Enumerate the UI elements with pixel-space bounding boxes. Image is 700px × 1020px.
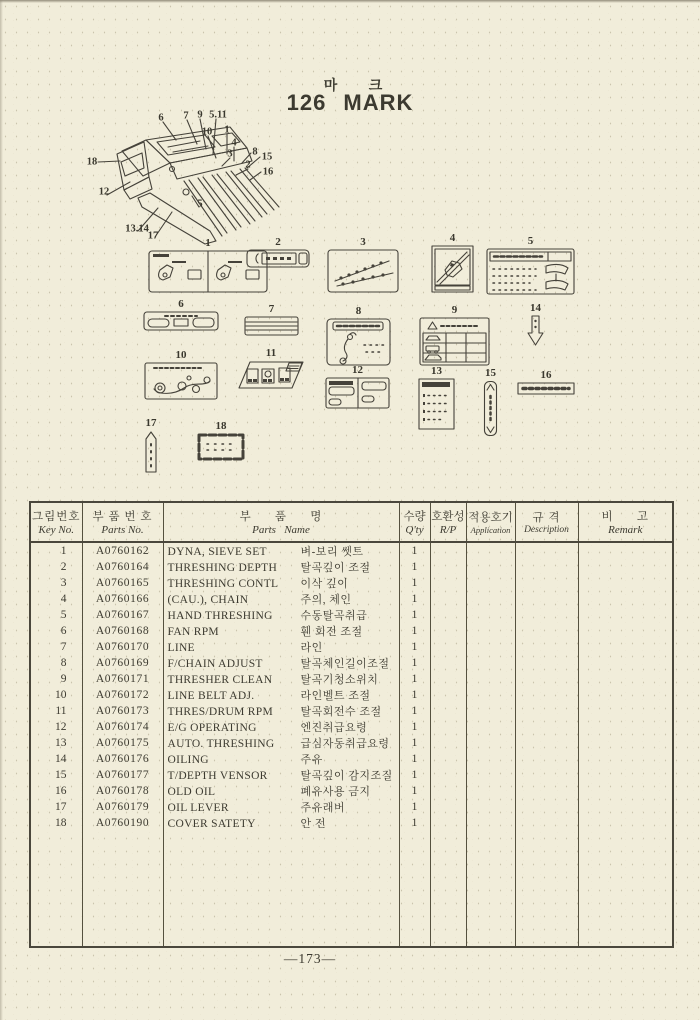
mark-label-5-illustration <box>486 248 575 295</box>
cell-qty: 1 <box>399 623 430 639</box>
mark-label-12-illustration <box>325 377 390 409</box>
cell-rp <box>430 575 466 591</box>
cell-rp <box>430 783 466 799</box>
cell-parts-no: A0760173 <box>82 703 163 719</box>
cell-key-no: 13 <box>30 735 82 751</box>
cell-parts-no: A0760162 <box>82 542 163 559</box>
header-rp: 호환성 R/P <box>430 502 466 542</box>
header-qty: 수량 Q'ty <box>399 502 430 542</box>
mark-item-9 <box>419 305 490 366</box>
cell-key-no: 15 <box>30 767 82 783</box>
mark-number: 18 <box>215 420 227 432</box>
parts-table-body <box>30 542 673 947</box>
cell-remark <box>578 767 673 783</box>
cell-qty: 1 <box>399 703 430 719</box>
cell-parts-name <box>163 799 399 815</box>
table-row <box>30 719 673 735</box>
header-remark: 비 고 Remark <box>578 502 673 542</box>
mark-number: 13 <box>431 365 442 377</box>
parts-name-en: DYNA, SIEVE SET <box>167 546 267 558</box>
cell-rp <box>430 559 466 575</box>
mark-label-2-illustration <box>246 249 310 268</box>
cell-rp <box>430 703 466 719</box>
table-row <box>30 815 673 831</box>
cell-parts-name <box>163 575 399 591</box>
cell-parts-name <box>163 767 399 783</box>
cell-application <box>466 591 515 607</box>
cell-description <box>515 671 578 687</box>
table-row <box>30 735 673 751</box>
cell-remark <box>578 542 673 559</box>
cell-parts-name <box>163 559 399 575</box>
cell-rp <box>430 719 466 735</box>
cell-key-no: 17 <box>30 799 82 815</box>
parts-name-ko: 이삭 깊이 <box>300 578 349 590</box>
cell-qty: 1 <box>399 799 430 815</box>
cell-application <box>466 639 515 655</box>
diagram-callout: 4 <box>231 137 237 149</box>
cell-parts-name <box>163 655 399 671</box>
cell-parts-no: A0760176 <box>82 751 163 767</box>
parts-name-en: COVER SATETY <box>167 818 256 830</box>
cell-parts-name <box>163 542 399 559</box>
cell-key-no: 18 <box>30 815 82 831</box>
cell-parts-no: A0760167 <box>82 607 163 623</box>
cell-parts-no: A0760171 <box>82 671 163 687</box>
cell-rp <box>430 591 466 607</box>
table-row <box>30 542 673 559</box>
table-row <box>30 751 673 767</box>
table-row <box>30 687 673 703</box>
cell-description <box>515 719 578 735</box>
mark-number: 10 <box>175 349 187 361</box>
parts-name-ko: 탈곡기청소위치 <box>300 674 379 686</box>
diagram-callout: 17 <box>147 230 159 242</box>
header-description: 규 격 Description <box>515 502 578 542</box>
cell-description <box>515 687 578 703</box>
cell-description <box>515 559 578 575</box>
diagram-callout: 6 <box>158 112 164 124</box>
cell-application <box>466 542 515 559</box>
parts-name-ko: 탈곡깊이 조절 <box>300 562 371 574</box>
cell-description <box>515 783 578 799</box>
parts-name-ko: 폐유사용 금지 <box>300 786 371 798</box>
cell-application <box>466 815 515 831</box>
mark-number: 8 <box>355 305 362 317</box>
cell-application <box>466 767 515 783</box>
diagram-callout: 13.14 <box>125 223 149 235</box>
cell-qty: 1 <box>399 671 430 687</box>
mark-number: 7 <box>268 303 275 315</box>
cell-qty: 1 <box>399 687 430 703</box>
filler-cell <box>430 831 466 947</box>
cell-application <box>466 671 515 687</box>
table-row <box>30 575 673 591</box>
mark-label-16-illustration <box>517 382 575 395</box>
cell-parts-name <box>163 607 399 623</box>
cell-remark <box>578 639 673 655</box>
cell-parts-no: A0760166 <box>82 591 163 607</box>
parts-name-ko: 주의, 체인 <box>300 594 352 606</box>
cell-application <box>466 735 515 751</box>
cell-parts-no: A0760175 <box>82 735 163 751</box>
mark-label-17-illustration <box>145 430 157 473</box>
parts-name-ko: 탈곡체인길이조절 <box>300 658 390 670</box>
parts-name-en: E/G OPERATING <box>167 722 257 734</box>
diagram-callout: 10 <box>201 126 213 138</box>
diagram-callout: 9 <box>197 109 203 121</box>
mark-item-11 <box>237 348 305 390</box>
cell-qty: 1 <box>399 542 430 559</box>
cell-qty: 1 <box>399 767 430 783</box>
diagram-callout: 16 <box>262 166 274 178</box>
cell-key-no: 3 <box>30 575 82 591</box>
cell-application <box>466 783 515 799</box>
cell-key-no: 12 <box>30 719 82 735</box>
cell-qty: 1 <box>399 783 430 799</box>
cell-qty: 1 <box>399 575 430 591</box>
cell-description <box>515 639 578 655</box>
mark-label-3-illustration <box>327 249 399 293</box>
parts-name-ko: 급심자동취급요령 <box>300 738 390 750</box>
mark-number: 17 <box>145 417 157 429</box>
cell-rp <box>430 623 466 639</box>
table-row <box>30 607 673 623</box>
cell-description <box>515 767 578 783</box>
mark-item-8 <box>326 306 391 366</box>
cell-remark <box>578 815 673 831</box>
mark-item-15 <box>483 368 498 437</box>
parts-name-en: AUTO. THRESHING <box>167 738 275 750</box>
cell-rp <box>430 687 466 703</box>
cell-remark <box>578 591 673 607</box>
mark-item-12 <box>325 365 390 409</box>
mark-number: 6 <box>178 298 184 310</box>
cell-description <box>515 703 578 719</box>
cell-application <box>466 751 515 767</box>
cell-application <box>466 719 515 735</box>
mark-item-4 <box>431 233 474 293</box>
cell-qty: 1 <box>399 655 430 671</box>
filler-cell <box>578 831 673 947</box>
cell-parts-name <box>163 591 399 607</box>
cell-description <box>515 575 578 591</box>
diagram-callout: 1 <box>224 124 230 136</box>
mark-item-2 <box>246 237 310 268</box>
table-row <box>30 639 673 655</box>
table-row <box>30 703 673 719</box>
mark-item-5 <box>486 236 575 295</box>
page-number: —173— <box>283 951 337 966</box>
cell-description <box>515 591 578 607</box>
filler-cell <box>399 831 430 947</box>
parts-name-ko: 라인 <box>300 642 323 654</box>
cell-remark <box>578 719 673 735</box>
parts-name-en: THRESHING CONTL <box>167 578 279 590</box>
mark-label-10-illustration <box>144 362 218 400</box>
filler-cell <box>82 831 163 947</box>
parts-name-ko: 라인벨트 조절 <box>300 690 371 702</box>
cell-qty: 1 <box>399 751 430 767</box>
cell-parts-name <box>163 751 399 767</box>
parts-name-en: THRES/DRUM RPM <box>167 706 273 718</box>
cell-qty: 1 <box>399 815 430 831</box>
table-row <box>30 623 673 639</box>
mark-label-9-illustration <box>419 317 490 366</box>
cell-parts-no: A0760177 <box>82 767 163 783</box>
cell-description <box>515 542 578 559</box>
header-parts-no: 부 품 번 호 Parts No. <box>82 502 163 542</box>
header-application: 적용호기 Application <box>466 502 515 542</box>
cell-qty: 1 <box>399 559 430 575</box>
cell-parts-no: A0760179 <box>82 799 163 815</box>
mark-item-13 <box>418 366 455 430</box>
header-key-no: 그림번호 Key No. <box>30 502 82 542</box>
cell-description <box>515 607 578 623</box>
mark-number: 5 <box>527 235 534 247</box>
parts-name-ko: 벼-보리 쎗트 <box>300 546 364 558</box>
parts-name-en: HAND THRESHING <box>167 610 273 622</box>
cell-parts-name <box>163 623 399 639</box>
cell-remark <box>578 799 673 815</box>
cell-key-no: 6 <box>30 623 82 639</box>
mark-label-11-illustration <box>237 360 305 390</box>
cell-parts-no: A0760169 <box>82 655 163 671</box>
cell-remark <box>578 751 673 767</box>
cell-parts-name <box>163 687 399 703</box>
cell-rp <box>430 639 466 655</box>
mark-item-10 <box>144 350 218 400</box>
cell-key-no: 7 <box>30 639 82 655</box>
table-filler-row <box>30 831 673 947</box>
filler-cell <box>163 831 399 947</box>
mark-number: 12 <box>352 364 363 376</box>
cell-application <box>466 799 515 815</box>
mark-label-13-illustration <box>418 378 455 430</box>
cell-parts-name <box>163 719 399 735</box>
parts-name-ko: 주유 <box>300 754 323 766</box>
mark-number: 1 <box>205 237 211 249</box>
cell-key-no: 9 <box>30 671 82 687</box>
cell-parts-no: A0760174 <box>82 719 163 735</box>
cell-application <box>466 575 515 591</box>
mark-item-18 <box>197 421 245 461</box>
parts-name-en: OILING <box>167 754 209 766</box>
cell-qty: 1 <box>399 607 430 623</box>
parts-name-en: F/CHAIN ADJUST <box>167 658 263 670</box>
diagram-callout: 5 <box>197 198 203 210</box>
parts-name-en: LINE <box>167 642 195 654</box>
parts-name-en: THRESHER CLEAN <box>167 674 273 686</box>
parts-name-ko: 탈곡깊이 감지조질 <box>300 770 393 782</box>
table-row <box>30 591 673 607</box>
cell-parts-name <box>163 735 399 751</box>
filler-cell <box>30 831 82 947</box>
mark-number: 16 <box>540 369 552 381</box>
cell-parts-no: A0760165 <box>82 575 163 591</box>
table-header-row <box>30 502 673 542</box>
cell-remark <box>578 703 673 719</box>
cell-description <box>515 751 578 767</box>
mark-item-7 <box>244 304 299 336</box>
parts-name-ko: 수동탈곡취급 <box>300 610 368 622</box>
cell-rp <box>430 542 466 559</box>
cell-application <box>466 607 515 623</box>
cell-rp <box>430 671 466 687</box>
cell-key-no: 5 <box>30 607 82 623</box>
mark-number: 14 <box>530 302 541 314</box>
cell-application <box>466 655 515 671</box>
mark-label-4-illustration <box>431 245 474 293</box>
cell-parts-no: A0760168 <box>82 623 163 639</box>
parts-name-en: OLD OIL <box>167 786 216 798</box>
cell-rp <box>430 655 466 671</box>
cell-key-no: 8 <box>30 655 82 671</box>
diagram-callout: 15 <box>261 151 273 163</box>
cell-parts-name <box>163 639 399 655</box>
cell-remark <box>578 559 673 575</box>
diagram-callout: 5.11 <box>209 109 227 121</box>
cell-key-no: 2 <box>30 559 82 575</box>
cell-key-no: 16 <box>30 783 82 799</box>
cell-application <box>466 623 515 639</box>
parts-name-en: LINE BELT ADJ. <box>167 690 255 702</box>
cell-parts-name <box>163 703 399 719</box>
cell-rp <box>430 799 466 815</box>
mark-item-6 <box>143 299 219 331</box>
diagram-callout: 7 <box>183 110 189 122</box>
mark-number: 2 <box>275 236 281 248</box>
cell-remark <box>578 607 673 623</box>
cell-description <box>515 815 578 831</box>
cell-rp <box>430 735 466 751</box>
diagram-callout: 18 <box>86 156 98 168</box>
cell-key-no: 4 <box>30 591 82 607</box>
mark-number: 11 <box>265 347 277 359</box>
cell-parts-no: A0760190 <box>82 815 163 831</box>
filler-cell <box>466 831 515 947</box>
parts-name-en: OIL LEVER <box>167 802 229 814</box>
cell-rp <box>430 751 466 767</box>
filler-cell <box>515 831 578 947</box>
table-row <box>30 799 673 815</box>
cell-rp <box>430 607 466 623</box>
cell-description <box>515 799 578 815</box>
machine-diagram <box>60 100 310 255</box>
header-parts-name: 부 품 명 Parts Name <box>163 502 399 542</box>
cell-key-no: 10 <box>30 687 82 703</box>
cell-remark <box>578 623 673 639</box>
cell-description <box>515 735 578 751</box>
mark-number: 3 <box>360 236 366 248</box>
parts-name-ko: 휀 회전 조절 <box>300 626 363 638</box>
mark-item-17 <box>145 418 157 473</box>
cell-qty: 1 <box>399 639 430 655</box>
cell-qty: 1 <box>399 719 430 735</box>
mark-item-3 <box>327 237 399 293</box>
cell-remark <box>578 687 673 703</box>
diagram-callout: 8 <box>252 146 258 158</box>
table-row <box>30 767 673 783</box>
cell-remark <box>578 655 673 671</box>
mark-number: 9 <box>451 304 458 316</box>
page-title-korean: 마 크 <box>323 79 397 94</box>
diagram-callout: 2 <box>245 159 251 171</box>
diagram-callout: 12 <box>98 186 110 198</box>
cell-remark <box>578 671 673 687</box>
cell-application <box>466 559 515 575</box>
table-row <box>30 655 673 671</box>
cell-key-no: 1 <box>30 542 82 559</box>
cell-parts-name <box>163 815 399 831</box>
parts-name-ko: 엔진취급요령 <box>300 722 368 734</box>
table-row <box>30 671 673 687</box>
cell-parts-no: A0760172 <box>82 687 163 703</box>
cell-parts-no: A0760178 <box>82 783 163 799</box>
cell-qty: 1 <box>399 735 430 751</box>
mark-label-6-illustration <box>143 311 219 331</box>
mark-label-15-illustration <box>483 380 498 437</box>
mark-label-8-illustration <box>326 318 391 366</box>
mark-label-18-illustration <box>197 433 245 461</box>
cell-key-no: 11 <box>30 703 82 719</box>
cell-description <box>515 623 578 639</box>
parts-table <box>29 501 674 948</box>
cell-rp <box>430 767 466 783</box>
cell-rp <box>430 815 466 831</box>
cell-parts-name <box>163 783 399 799</box>
mark-number: 4 <box>449 232 456 244</box>
parts-name-en: THRESHING DEPTH <box>167 562 278 574</box>
cell-remark <box>578 575 673 591</box>
table-row <box>30 559 673 575</box>
mark-item-14 <box>527 303 544 350</box>
diagram-callout: 3 <box>227 148 233 160</box>
mark-number: 15 <box>485 367 496 379</box>
parts-name-en: T/DEPTH VENSOR <box>167 770 268 782</box>
cell-description <box>515 655 578 671</box>
parts-name-en: (CAU.), CHAIN <box>167 594 249 606</box>
cell-parts-no: A0760170 <box>82 639 163 655</box>
cell-parts-no: A0760164 <box>82 559 163 575</box>
cell-qty: 1 <box>399 591 430 607</box>
parts-name-ko: 안 전 <box>300 818 327 830</box>
parts-name-ko: 주유래버 <box>300 802 346 814</box>
table-row <box>30 783 673 799</box>
mark-item-16 <box>517 370 575 395</box>
cell-key-no: 14 <box>30 751 82 767</box>
parts-name-en: FAN RPM <box>167 626 219 638</box>
cell-remark <box>578 735 673 751</box>
page-title: 126 MARK <box>286 90 414 115</box>
mark-label-14-illustration <box>527 315 544 350</box>
parts-name-ko: 탈곡회전수 조절 <box>300 706 382 718</box>
cell-application <box>466 687 515 703</box>
cell-parts-name <box>163 671 399 687</box>
cell-application <box>466 703 515 719</box>
mark-label-7-illustration <box>244 316 299 336</box>
cell-remark <box>578 783 673 799</box>
